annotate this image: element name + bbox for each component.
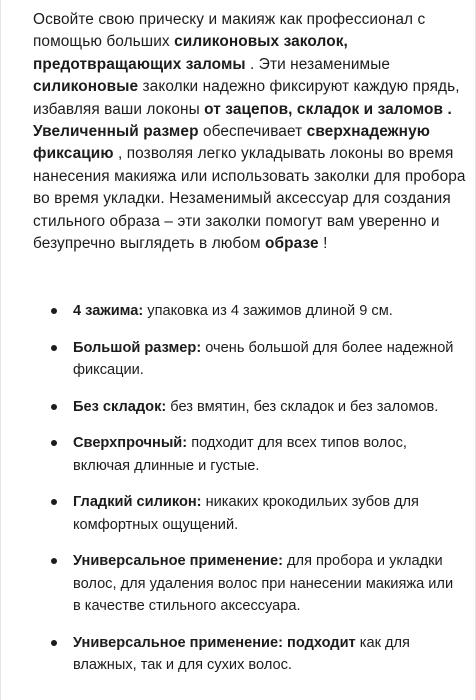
list-item bbox=[1, 300, 476, 323]
bullet-icon bbox=[51, 404, 57, 410]
description-highlight: от зацепов, складок и заломов . Увеличенный размер bbox=[33, 100, 452, 141]
feature-title: 4 зажима: bbox=[73, 303, 144, 319]
feature-text: подходит для всех типов волос, включая длинные и густые. bbox=[73, 435, 407, 474]
description-highlight: образе bbox=[265, 235, 319, 253]
description-highlight: сверхнадежную фиксацию bbox=[33, 123, 430, 163]
bullet-icon bbox=[51, 440, 57, 446]
description-text: , позволяя легко укладывать локоны во время нанесения макияжа или использовать заколки для пробора во время укладки. Незаменимый аксессуар для создания стильного образа – эти заколки помогут вам уверенно и безупречно выглядеть в любом bbox=[33, 145, 466, 253]
feature-title: Универсальное применение: bbox=[73, 553, 283, 569]
list-item bbox=[1, 337, 476, 382]
feature-title: Сверхпрочный: bbox=[73, 435, 188, 451]
description-text: . Эти незаменимые bbox=[245, 55, 391, 73]
feature-title: Универсальное применение: подходит bbox=[73, 634, 356, 651]
description-highlight: силиконовые bbox=[33, 78, 139, 96]
feature-text: никаких крокодильих зубов для комфортных ощущений. bbox=[73, 494, 419, 533]
description-text: ! bbox=[318, 235, 328, 253]
list-item bbox=[1, 632, 476, 677]
description-paragraph bbox=[33, 9, 473, 255]
list-item bbox=[1, 491, 476, 536]
list-item bbox=[1, 396, 476, 419]
feature-title: Гладкий силикон: bbox=[73, 494, 202, 510]
bullet-icon bbox=[51, 640, 57, 646]
description-highlight: силиконовых заколок, предотвращающих заломы bbox=[33, 33, 348, 73]
bullet-icon bbox=[51, 499, 57, 505]
bullet-icon bbox=[51, 558, 57, 564]
feature-text: без вмятин, без складок и без заломов. bbox=[166, 398, 439, 415]
feature-list bbox=[1, 300, 476, 691]
description-text: обеспечивает bbox=[198, 123, 307, 141]
description-text: заколки надежно фиксируют каждую прядь, избавляя ваши локоны bbox=[33, 78, 460, 118]
feature-text: упаковка из 4 зажимов длиной 9 см. bbox=[143, 303, 393, 319]
feature-text: для пробора и укладки волос, для удаления волос при нанесении макияжа или в качестве стильного аксессуара. bbox=[73, 553, 454, 614]
feature-text: очень большой для более надежной фиксации. bbox=[73, 339, 454, 378]
description-text: Освойте свою прическу и макияж как профессионал с помощью больших bbox=[33, 11, 426, 51]
feature-title: Большой размер: bbox=[73, 339, 202, 356]
list-item bbox=[1, 432, 476, 477]
list-item bbox=[1, 550, 476, 618]
bullet-icon bbox=[51, 345, 57, 351]
feature-title: Без складок: bbox=[73, 398, 167, 415]
feature-text: как для влажных, так и для сухих волос. bbox=[73, 634, 410, 673]
bullet-icon bbox=[51, 308, 57, 314]
